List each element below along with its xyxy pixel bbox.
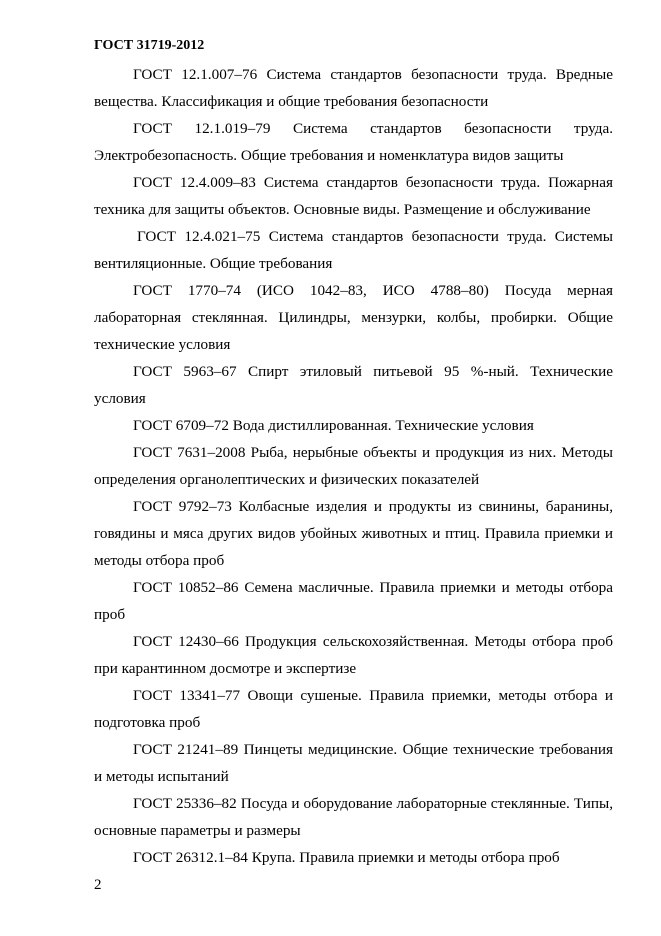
reference-item: ГОСТ 21241–89 Пинцеты медицинские. Общие технические требования и методы испытаний bbox=[94, 741, 613, 785]
reference-item: ГОСТ 26312.1–84 Крупа. Правила приемки и методы отбора проб bbox=[133, 849, 560, 866]
reference-item: ГОСТ 12.4.021–75 Система стандартов безопасности труда. Системы вентиляционные. Общие требования bbox=[94, 228, 613, 272]
reference-item: ГОСТ 6709–72 Вода дистиллированная. Технические условия bbox=[133, 417, 534, 434]
page-number: 2 bbox=[94, 877, 102, 893]
page-header: ГОСТ 31719-2012 bbox=[94, 38, 205, 53]
reference-item: ГОСТ 12.4.009–83 Система стандартов безопасности труда. Пожарная техника для защиты объектов. Основные виды. Размещение и обслуживание bbox=[94, 174, 613, 218]
references-list bbox=[94, 61, 613, 871]
reference-item: ГОСТ 12.1.019–79 Система стандартов безопасности труда. Электробезопасность. Общие требования и номенклатура видов защиты bbox=[94, 120, 613, 164]
reference-item: ГОСТ 5963–67 Спирт этиловый питьевой 95 %-ный. Технические условия bbox=[94, 363, 613, 407]
reference-item: ГОСТ 1770–74 (ИСО 1042–83, ИСО 4788–80) Посуда мерная лабораторная стеклянная. Цилиндры, мензурки, колбы, пробирки. Общие технические условия bbox=[94, 282, 613, 353]
reference-item: ГОСТ 13341–77 Овощи сушеные. Правила приемки, методы отбора и подготовка проб bbox=[94, 687, 613, 731]
reference-item: ГОСТ 12.1.007–76 Система стандартов безопасности труда. Вредные вещества. Классификация и общие требования безопасности bbox=[94, 66, 613, 110]
reference-item: ГОСТ 25336–82 Посуда и оборудование лабораторные стеклянные. Типы, основные параметры и размеры bbox=[94, 795, 613, 839]
reference-item: ГОСТ 7631–2008 Рыба, нерыбные объекты и продукция из них. Методы определения органолептических и физических показателей bbox=[94, 444, 613, 488]
reference-item: ГОСТ 12430–66 Продукция сельскохозяйственная. Методы отбора проб при карантинном досмотре и экспертизе bbox=[94, 633, 613, 677]
reference-item: ГОСТ 9792–73 Колбасные изделия и продукты из свинины, баранины, говядины и мяса других видов убойных животных и птиц. Правила приемки и методы отбора проб bbox=[94, 498, 613, 569]
reference-item: ГОСТ 10852–86 Семена масличные. Правила приемки и методы отбора проб bbox=[94, 579, 613, 623]
